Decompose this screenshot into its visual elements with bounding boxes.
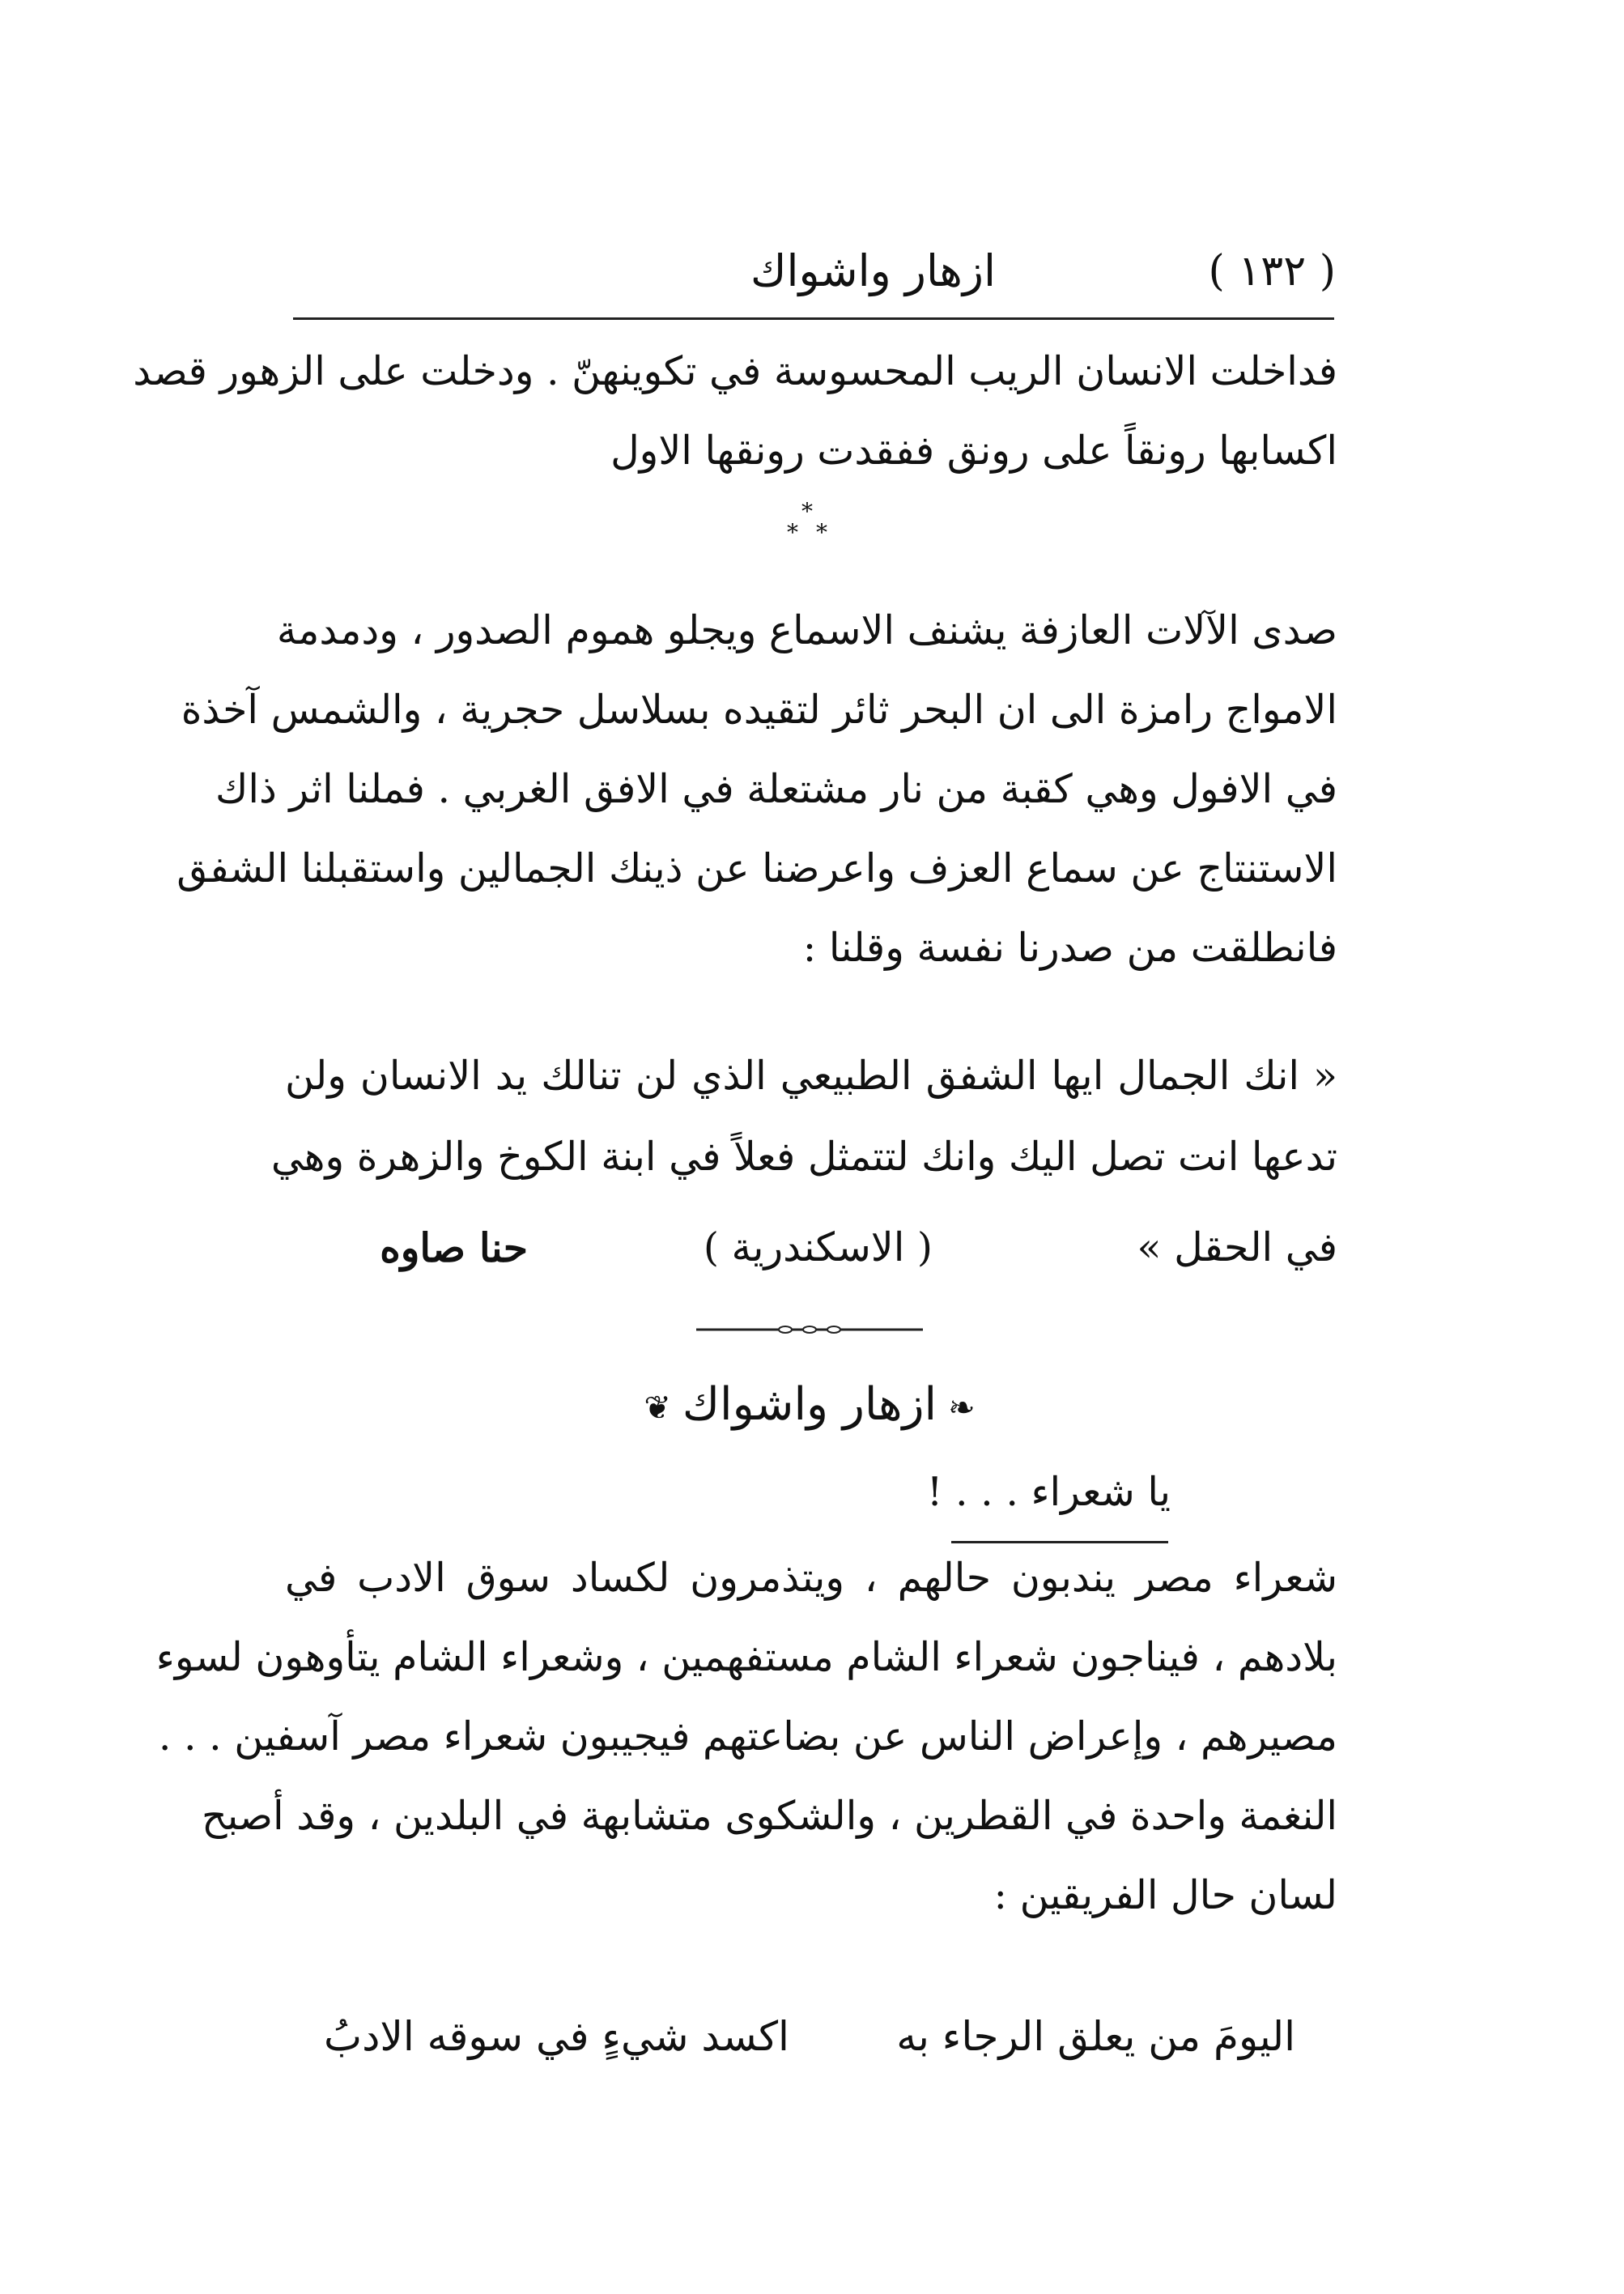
quote-line-1: « انك الجمال ايها الشفق الطبيعي الذي لن تنالك يد الانسان ولن [285,1053,1337,1099]
poetry-verse [324,2000,1295,2073]
paragraph-3-line-4: النغمة واحدة في القطرين ، والشكوى متشابهة في البلدين ، وقد أصبح [202,1793,1337,1839]
paragraph-2-line-2: الامواج رامزة الى ان البحر ثائر لتقيده بسلاسل حجرية ، والشمس آخذة [181,687,1337,733]
quote-signature-line [285,1224,1337,1289]
page-header [291,235,1336,308]
subheading: يا شعراء . . . ! [926,1469,1171,1515]
asterism-star-left: * [787,519,798,546]
quote-closing: في الحقل » [1137,1224,1337,1270]
verse-second-hemistich: اكسد شيءٍ في سوقه الادبُ [324,2013,789,2060]
header-rule [293,317,1334,320]
paragraph-2-line-1: صدى الآلات العازفة يشنف الاسماع ويجلو هموم الصدور ، ودمدمة [276,607,1337,653]
paragraph-3-line-3: مصيرهم ، وإعراض الناس عن بضاعتهم فيجيبون شعراء مصر آسفين . . . [158,1713,1337,1760]
section-heading [526,1368,1093,1445]
asterism-star-top: * [801,498,813,525]
asterism-separator [777,500,842,565]
paragraph-3-line-5: لسان حال الفريقين : [993,1872,1337,1918]
flourish-right-icon: ❧ [948,1389,976,1427]
paragraph-2-line-5: فانطلقت من صدرنا نفسة وقلنا : [802,925,1337,971]
quote-line-2: تدعها انت تصل اليك وانك لتتمثل فعلاً في ابنة الكوخ والزهرة وهي [270,1134,1337,1180]
flourish-left-icon: ❦ [644,1389,671,1427]
ornamental-rule [696,1321,923,1338]
asterism-star-right: * [816,519,827,546]
verse-first-hemistich: اليومَ من يعلق الرجاء به [896,2013,1295,2060]
subheading-rule [951,1541,1168,1543]
paragraph-2-line-3: في الافول وهي كقبة من نار مشتعلة في الافق الغربي . فملنا اثر ذاك [215,766,1337,812]
paragraph-2-line-4: الاستنتاج عن سماع العزف واعرضنا عن ذينك الجمالين واستقبلنا الشفق [176,845,1337,892]
paragraph-1-line-1: فداخلت الانسان الريب المحسوسة في تكوينهنّ . ودخلت على الزهور قصد [133,348,1337,394]
paragraph-3-line-2: بلادهم ، فيناجون شعراء الشام مستفهمين ، وشعراء الشام يتأوهون لسوء [155,1634,1337,1680]
quote-place: ( الاسكندرية ) [703,1224,933,1270]
quote-author: حنا صاوه [380,1224,528,1271]
page-number: ( ١٣٢ ) [1208,247,1336,296]
running-title: ازهار واشواك [750,245,996,296]
section-title: ازهار واشواك [682,1378,937,1431]
paragraph-3-line-1: شعراء مصر يندبون حالهم ، ويتذمرون لكساد سوق الادب في [285,1555,1337,1601]
paragraph-1-line-2: اكسابها رونقاً على رونق ففقدت رونقها الاول [610,428,1337,474]
